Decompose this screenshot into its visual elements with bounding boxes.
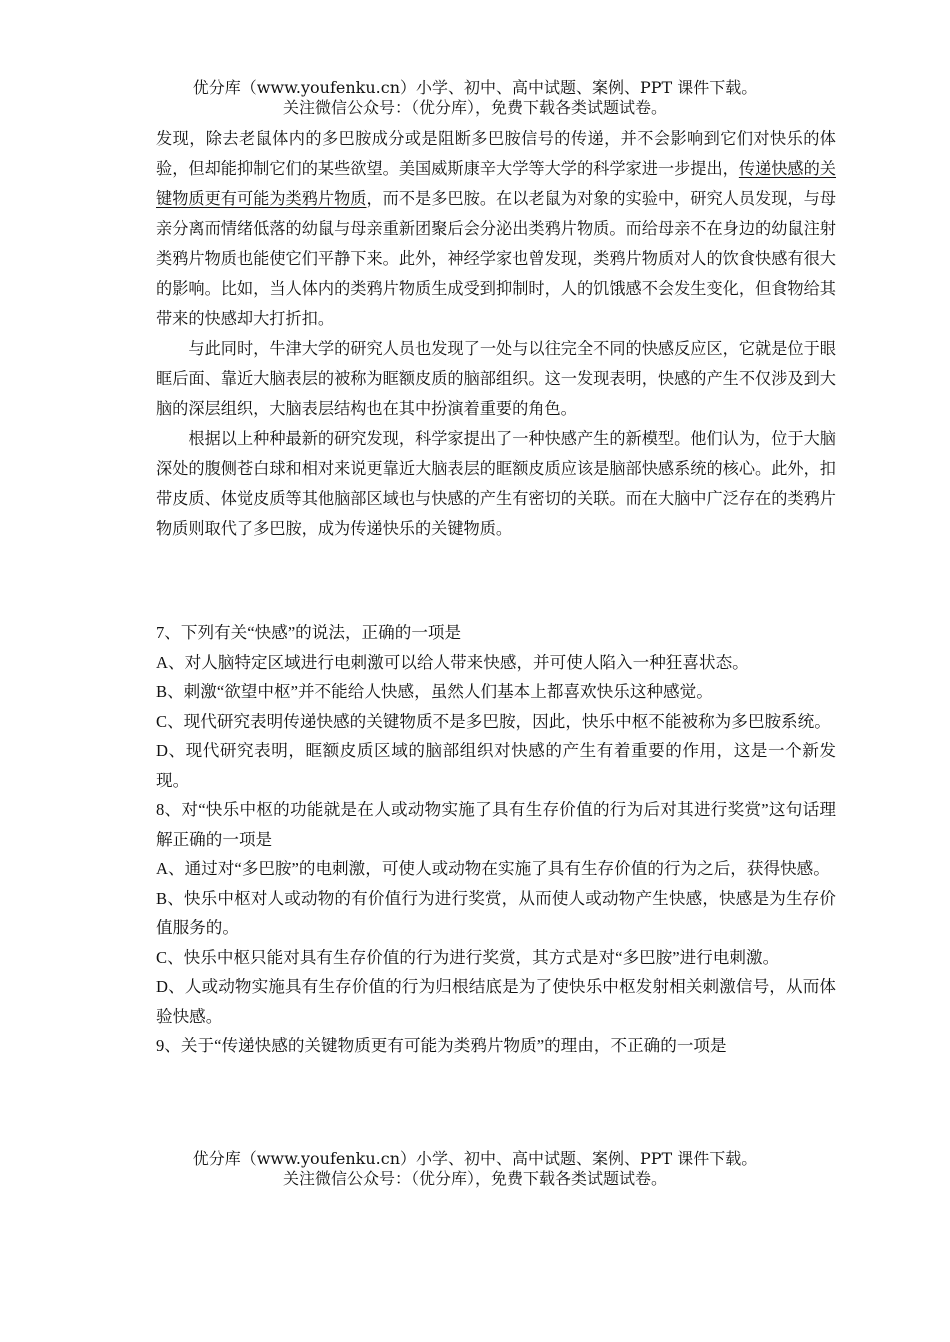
question-7-option-d: D、现代研究表明，眶额皮质区域的脑部组织对快感的产生有着重要的作用，这是一个新发现。 xyxy=(156,741,836,790)
question-8-option-a: A、通过对“多巴胺”的电刺激，可使人或动物在实施了具有生存价值的行为之后，获得快感。 xyxy=(156,859,830,878)
passage-p1-after: ，而不是多巴胺。在以老鼠为对象的实验中，研究人员发现，与母亲分离而情绪低落的幼鼠与母亲重新团聚后会分泌出类鸦片物质。而给母亲不在身边的幼鼠注射类鸦片物质也能使它们平静下来。此外，神经学家也曾发现，类鸦片物质对人的饮食快感有很大的影响。比如，当人体内的类鸦片物质生成受到抑制时，人的饥饿感不会发生变化，但食物给其带来的快感却大打折扣。 xyxy=(156,189,837,328)
question-8-option-c: C、快乐中枢只能对具有生存价值的行为进行奖赏，其方式是对“多巴胺”进行电刺激。 xyxy=(156,947,780,967)
underlined-key-sentence: 传递快感的关键物质更有可能为类鸦片物质 xyxy=(156,159,836,208)
header-line-1: 优分库（www.youfenku.cn）小学、初中、高中试题、案例、PPT 课件下载。 xyxy=(192,78,758,97)
reading-passage xyxy=(156,124,836,544)
header-line-2: 关注微信公众号：（优分库），免费下载各类试题试卷。 xyxy=(282,98,667,117)
question-list xyxy=(156,618,836,1061)
question-7-option-b: B、刺激“欲望中枢”并不能给人快感，虽然人们基本上都喜欢快乐这种感觉。 xyxy=(156,682,713,701)
footer-line-2: 关注微信公众号：（优分库），免费下载各类试题试卷。 xyxy=(282,1169,667,1188)
question-8-stem: 8、对“快乐中枢的功能就是在人或动物实施了具有生存价值的行为后对其进行奖赏”这句话理解正确的一项是 xyxy=(156,800,836,849)
question-7-option-a: A、对人脑特定区域进行电刺激可以给人带来快感，并可使人陷入一种狂喜状态。 xyxy=(156,652,749,672)
passage-paragraph-1 xyxy=(156,124,836,334)
passage-paragraph-3: 根据以上种种最新的研究发现，科学家提出了一种快感产生的新模型。他们认为，位于大脑深处的腹侧苍白球和相对来说更靠近大脑表层的眶额皮质应该是脑部快感系统的核心。此外，扣带皮质、体觉皮质等其他脑部区域也与快感的产生有密切的关联。而在大脑中广泛存在的类鸦片物质则取代了多巴胺，成为传递快乐的关键物质。 xyxy=(156,429,836,538)
question-7-stem: 7、下列有关“快感”的说法，正确的一项是 xyxy=(156,623,462,642)
question-8-option-b: B、快乐中枢对人或动物的有价值行为进行奖赏，从而使人或动物产生快感，快感是为生存价值服务的。 xyxy=(156,888,836,937)
passage-p1-before: 发现，除去老鼠体内的多巴胺成分或是阻断多巴胺信号的传递，并不会影响到它们对快乐的体验，但却能抑制它们的某些欲望。美国威斯康辛大学等大学的科学家进一步提出， xyxy=(156,129,836,178)
question-9-stem: 9、关于“传递快感的关键物质更有可能为类鸦片物质”的理由，不正确的一项是 xyxy=(156,1036,727,1055)
question-8-option-d: D、人或动物实施具有生存价值的行为归根结底是为了使快乐中枢发射相关刺激信号，从而体验快感。 xyxy=(156,977,836,1026)
question-7-option-c: C、现代研究表明传递快感的关键物质不是多巴胺，因此，快乐中枢不能被称为多巴胺系统。 xyxy=(156,711,831,731)
footer-line-1: 优分库（www.youfenku.cn）小学、初中、高中试题、案例、PPT 课件下载。 xyxy=(192,1149,758,1168)
passage-paragraph-2: 与此同时，牛津大学的研究人员也发现了一处与以往完全不同的快感反应区，它就是位于眼眶后面、靠近大脑表层的被称为眶额皮质的脑部组织。这一发现表明，快感的产生不仅涉及到大脑的深层组织，大脑表层结构也在其中扮演着重要的角色。 xyxy=(156,339,836,418)
